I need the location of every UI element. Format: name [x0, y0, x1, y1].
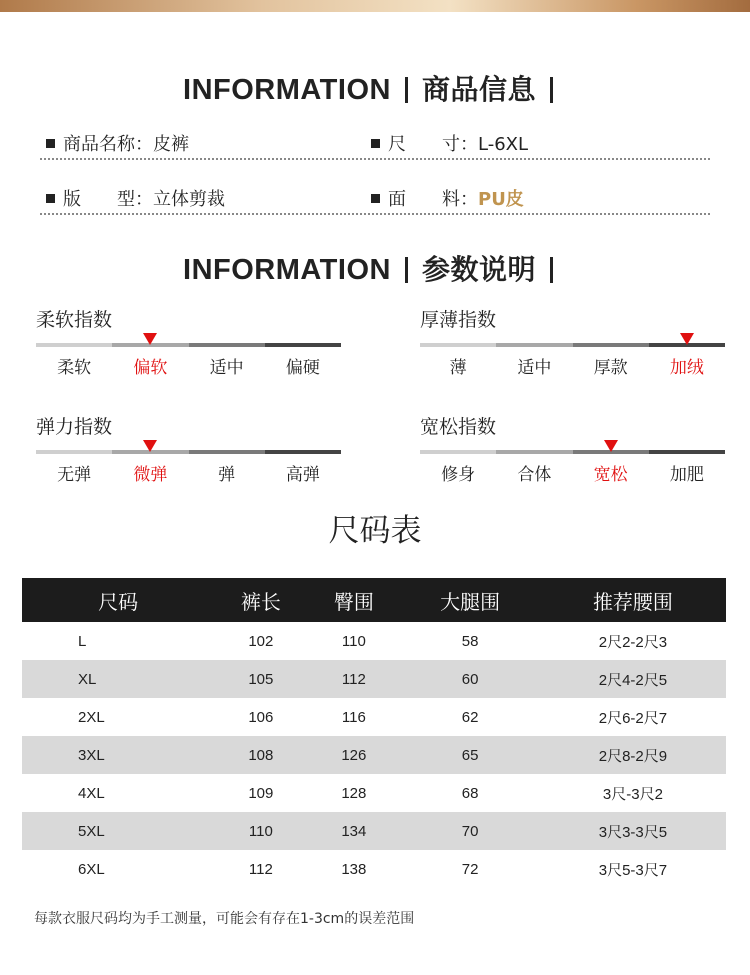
thickness-index	[420, 305, 725, 380]
table-cell: XL	[22, 660, 214, 698]
table-cell: 6XL	[78, 860, 105, 878]
table-cell: 112	[307, 660, 400, 698]
table-cell: 3尺-3尺2	[602, 785, 663, 803]
index-option: 柔软	[57, 358, 92, 378]
params-heading-zh: 参数说明	[421, 253, 536, 286]
table-cell: 3XL	[22, 736, 214, 774]
table-row	[22, 698, 726, 736]
table-cell: 138	[341, 860, 367, 878]
index-scale-bar	[420, 450, 725, 454]
product-name-label: 商品名称：	[63, 134, 153, 155]
material-label: 面 料：	[388, 189, 478, 210]
table-cell: 60	[400, 660, 540, 698]
table-cell: 102	[248, 632, 274, 650]
elasticity-index	[36, 412, 341, 487]
index-option: 宽松	[593, 465, 628, 485]
size-range-label: 尺 寸：	[388, 134, 478, 155]
info-heading-zh: 商品信息	[421, 73, 536, 106]
bullet-square-icon	[371, 139, 380, 148]
index-option: 弹	[218, 465, 236, 485]
table-cell: 5XL	[22, 812, 214, 850]
size-range-value: L-6XL	[478, 134, 529, 155]
fit-field	[46, 185, 225, 211]
table-cell: 106	[248, 708, 274, 726]
index-options	[420, 353, 725, 378]
index-title: 柔软指数	[36, 309, 113, 331]
index-scale-bar	[36, 343, 341, 347]
table-header-cell: 尺码	[22, 578, 214, 622]
index-title: 厚薄指数	[420, 309, 497, 331]
size-chart-title: 尺码表	[328, 513, 422, 549]
softness-index	[36, 305, 341, 380]
table-cell: 2尺2-2尺3	[598, 633, 668, 651]
index-option: 高弹	[285, 465, 320, 485]
index-option: 加绒	[669, 358, 704, 378]
product-name-field	[46, 130, 189, 156]
table-cell: 72	[461, 860, 479, 878]
table-cell: 65	[400, 736, 540, 774]
table-cell: 2尺6-2尺7	[598, 709, 668, 727]
dotted-divider	[40, 213, 710, 215]
index-marker-icon	[143, 333, 157, 345]
index-option: 适中	[209, 358, 244, 378]
index-option: 厚款	[593, 358, 628, 378]
heading-divider	[405, 257, 408, 283]
index-options	[36, 353, 341, 378]
material-value: PU皮	[478, 189, 524, 210]
index-option: 薄	[449, 358, 467, 378]
table-cell: 128	[341, 784, 367, 802]
table-cell: 109	[248, 784, 274, 802]
table-header-cell: 裤长	[214, 578, 307, 622]
size-table	[22, 578, 726, 888]
params-heading	[0, 248, 750, 288]
index-option: 偏硬	[285, 358, 320, 378]
index-option: 适中	[517, 358, 552, 378]
table-header-row	[22, 578, 726, 622]
looseness-index	[420, 412, 725, 487]
size-range-field	[371, 130, 528, 156]
table-cell: 116	[341, 708, 366, 726]
index-options	[420, 460, 725, 485]
index-marker-icon	[680, 333, 694, 345]
index-marker-icon	[604, 440, 618, 452]
table-cell: 3尺3-3尺5	[540, 812, 726, 850]
index-scale-bar	[36, 450, 341, 454]
table-row	[22, 660, 726, 698]
index-option: 微弹	[133, 465, 168, 485]
decorative-top-bar	[0, 0, 750, 12]
info-heading-en: INFORMATION	[183, 74, 391, 106]
index-option: 加肥	[669, 465, 704, 485]
index-option: 合体	[517, 465, 552, 485]
table-cell: 110	[341, 632, 366, 650]
index-option: 偏软	[133, 358, 168, 378]
dotted-divider	[40, 158, 710, 160]
fit-label: 版 型：	[63, 189, 153, 210]
table-cell: L	[78, 632, 87, 650]
table-cell: 2XL	[78, 708, 105, 726]
bullet-square-icon	[46, 194, 55, 203]
bullet-square-icon	[371, 194, 380, 203]
table-cell: 134	[307, 812, 400, 850]
heading-divider	[550, 77, 553, 103]
bullet-square-icon	[46, 139, 55, 148]
measurement-note: 每款衣服尺码均为手工测量，可能会有存在1-3cm的误差范围	[34, 911, 415, 927]
product-name-value: 皮裤	[153, 134, 189, 155]
index-title: 弹力指数	[36, 416, 113, 438]
table-cell: 3尺5-3尺7	[598, 861, 668, 879]
table-cell: 70	[400, 812, 540, 850]
table-row	[22, 812, 726, 850]
heading-divider	[550, 257, 553, 283]
table-header-cell: 大腿围	[400, 578, 540, 622]
fit-value: 立体剪裁	[153, 189, 225, 210]
table-row	[22, 850, 726, 888]
table-row	[22, 736, 726, 774]
table-cell: 105	[214, 660, 307, 698]
table-row	[22, 774, 726, 812]
table-cell: 110	[214, 812, 307, 850]
heading-divider	[405, 77, 408, 103]
index-option: 无弹	[57, 465, 92, 485]
table-cell: 4XL	[78, 784, 105, 802]
table-cell: 126	[307, 736, 400, 774]
table-cell: 62	[461, 708, 479, 726]
table-header-cell: 臀围	[307, 578, 400, 622]
table-header-cell: 推荐腰围	[540, 578, 726, 622]
table-cell: 68	[461, 784, 479, 802]
table-cell: 58	[461, 632, 479, 650]
table-cell: 2尺8-2尺9	[540, 736, 726, 774]
index-title: 宽松指数	[420, 416, 497, 438]
material-field	[371, 185, 524, 211]
index-option: 修身	[441, 465, 476, 485]
table-cell: 112	[248, 860, 273, 878]
index-options	[36, 460, 341, 485]
params-heading-en: INFORMATION	[183, 254, 391, 286]
info-heading	[0, 68, 750, 108]
table-cell: 108	[214, 736, 307, 774]
table-row	[22, 622, 726, 660]
table-cell: 2尺4-2尺5	[540, 660, 726, 698]
index-marker-icon	[143, 440, 157, 452]
